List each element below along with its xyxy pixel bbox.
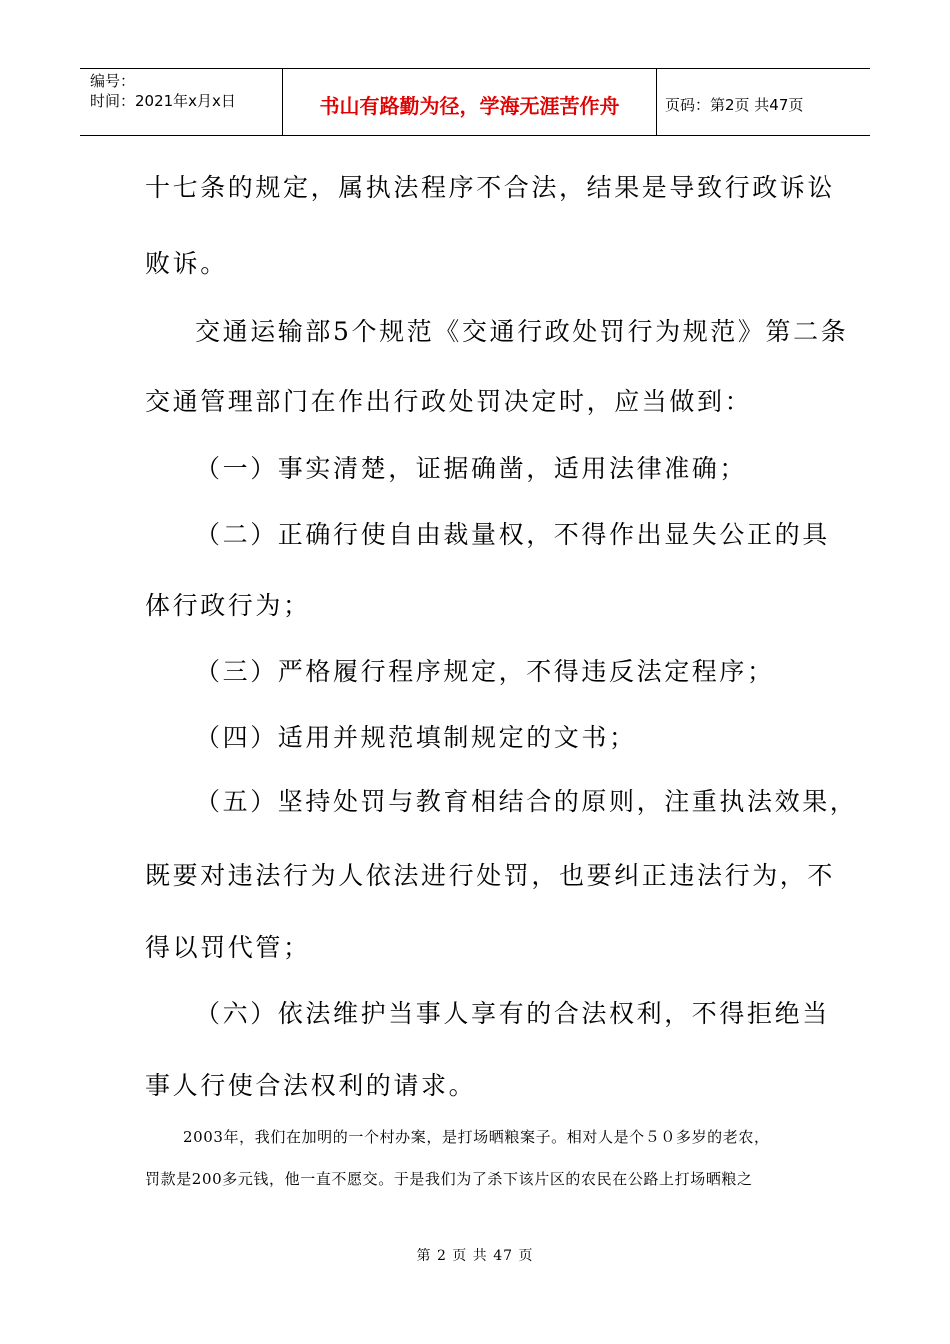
- body-line: （二）正确行使自由裁量权，不得作出显失公正的具: [195, 520, 830, 549]
- page-header: [80, 68, 870, 136]
- body-line: 既要对违法行为人依法进行处罚，也要纠正违法行为，不: [145, 861, 836, 890]
- small-line: 罚款是200多元钱，他一直不愿交。于是我们为了杀下该片区的农民在公路上打场晒粮之: [145, 1170, 753, 1188]
- header-page-info: 页码：第2页 共47页: [665, 95, 804, 114]
- code-label: 编号：: [90, 72, 136, 90]
- time-label: 时间：2021年x月x日: [90, 92, 236, 110]
- body-line: （四）适用并规范填制规定的文书；: [195, 723, 637, 752]
- body-line: （一）事实清楚，证据确凿，适用法律准确；: [195, 454, 748, 483]
- small-line: 2003年，我们在加明的一个村办案，是打场晒粮案子。相对人是个５０多岁的老农，: [183, 1128, 770, 1146]
- page-footer: 第 2 页 共 47 页: [416, 1248, 534, 1264]
- body-line: 交通运输部5个规范《交通行政处罚行为规范》第二条: [195, 317, 849, 346]
- body-line: 十七条的规定，属执法程序不合法，结果是导致行政诉讼: [145, 173, 836, 202]
- body-line: （三）严格履行程序规定，不得违反法定程序；: [195, 657, 775, 686]
- body-line: 体行政行为；: [145, 591, 311, 620]
- header-meta: [80, 69, 283, 135]
- body-line: （六）依法维护当事人享有的合法权利，不得拒绝当: [195, 999, 830, 1028]
- body-line: 败诉。: [145, 249, 228, 278]
- body-line: 事人行使合法权利的请求。: [145, 1071, 477, 1100]
- header-motto: 书山有路勤为径，学海无涯苦作舟: [283, 69, 657, 135]
- body-line: （五）坚持处罚与教育相结合的原则，注重执法效果，: [195, 787, 858, 816]
- body-line: 得以罚代管；: [145, 933, 311, 962]
- body-line: 交通管理部门在作出行政处罚决定时，应当做到：: [145, 387, 753, 416]
